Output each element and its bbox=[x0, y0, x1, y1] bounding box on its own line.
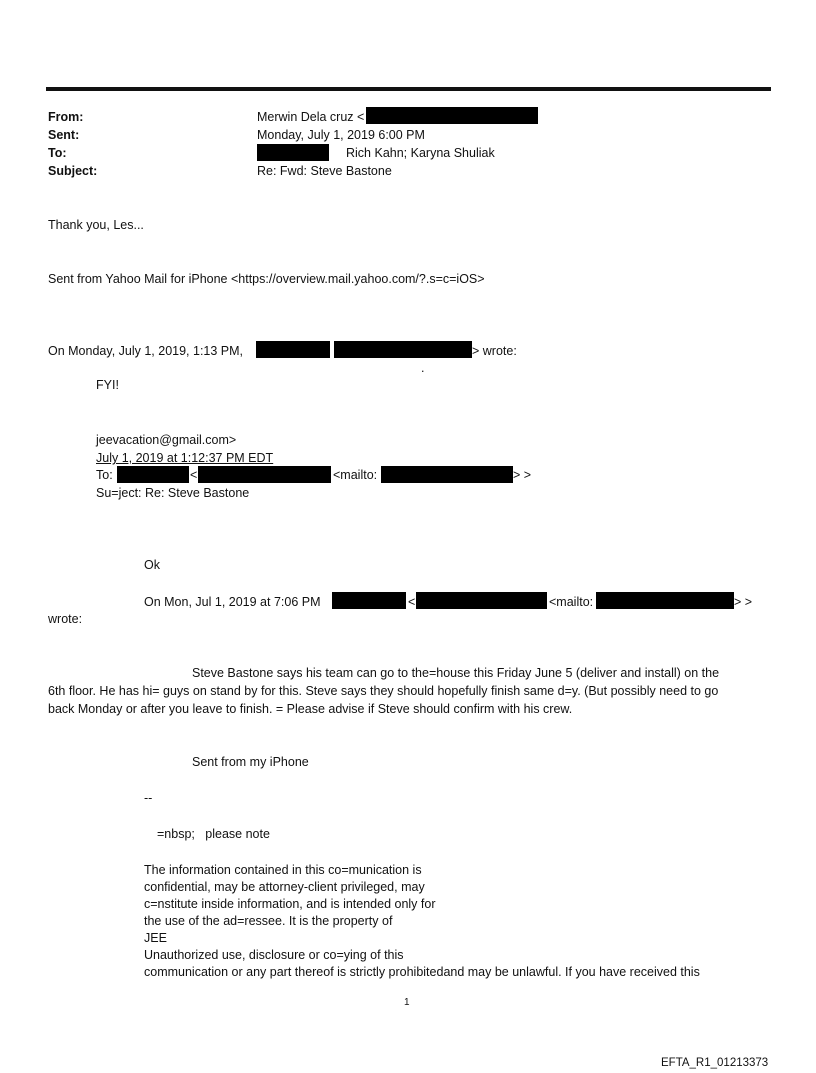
iphone-signature: Sent from my iPhone bbox=[192, 755, 309, 769]
to-value: Rich Kahn; Karyna Shuliak bbox=[346, 146, 495, 160]
paragraph-line-1: Steve Bastone says his team can go to the=house this Friday June 5 (deliver and install) on the bbox=[192, 666, 720, 680]
redaction-sender-name bbox=[256, 341, 330, 358]
fwd-email: jeevacation@gmail.com> bbox=[96, 433, 237, 447]
sent-value: Monday, July 1, 2019 6:00 PM bbox=[257, 128, 425, 142]
fwd-to-end: > > bbox=[513, 468, 532, 482]
on-mon-lt: < bbox=[408, 595, 416, 609]
document-id: EFTA_R1_01213373 bbox=[661, 1057, 769, 1069]
signature-dashes: -- bbox=[144, 791, 153, 805]
disclaimer-line: c=nstitute inside information, and is intended only for bbox=[144, 897, 436, 911]
paragraph-line-2: 6th floor. He has hi= guys on stand by for this. Steve says they should hopefully finish same d=y. (But possibly need to go bbox=[48, 684, 719, 698]
yahoo-signature: Sent from Yahoo Mail for iPhone <https://overview.mail.yahoo.com/?.s=c=iOS> bbox=[48, 272, 485, 286]
ok-line: Ok bbox=[144, 558, 160, 572]
disclaimer-line: JEE bbox=[144, 931, 167, 945]
redaction-on-mon-name bbox=[332, 592, 406, 609]
redaction-fwd-to-name bbox=[117, 466, 189, 483]
on-mon-mailto: <mailto: bbox=[549, 595, 594, 609]
redaction-fwd-to-email bbox=[198, 466, 331, 483]
redaction-to bbox=[257, 144, 329, 161]
on-mon-end: > > bbox=[734, 595, 753, 609]
fwd-to-lt: < bbox=[190, 468, 198, 482]
sent-label: Sent: bbox=[48, 128, 80, 142]
fwd-to-prefix: To: bbox=[96, 468, 113, 482]
from-value: Merwin Dela cruz < bbox=[257, 110, 365, 124]
subject-label: Subject: bbox=[48, 164, 98, 178]
page-number: 1 bbox=[404, 997, 410, 1008]
header-rule bbox=[46, 87, 771, 91]
on-monday-suffix: > wrote: bbox=[472, 344, 517, 358]
on-mon-prefix: On Mon, Jul 1, 2019 at 7:06 PM bbox=[144, 595, 321, 609]
wrote-line: wrote: bbox=[48, 612, 83, 626]
disclaimer-line: the use of the ad=ressee. It is the property of bbox=[144, 914, 393, 928]
disclaimer-line: communication or any part thereof is strictly prohibitedand may be unlawful. If you have received this bbox=[144, 965, 700, 979]
from-label: From: bbox=[48, 110, 84, 124]
redaction-fwd-to-mailto bbox=[381, 466, 513, 483]
disclaimer-line: The information contained in this co=munication is bbox=[144, 863, 422, 877]
disclaimer-line: Unauthorized use, disclosure or co=ying of this bbox=[144, 948, 404, 962]
fyi-line: FYI! bbox=[96, 378, 119, 392]
to-label: To: bbox=[48, 146, 67, 160]
fwd-subject: Su=ject: Re: Steve Bastone bbox=[96, 486, 250, 500]
redaction-on-mon-mailto bbox=[596, 592, 734, 609]
redaction-sender-email bbox=[334, 341, 472, 358]
disclaimer-line: confidential, may be attorney-client privileged, may bbox=[144, 880, 425, 894]
fwd-to-mailto: <mailto: bbox=[333, 468, 378, 482]
thanks-line: Thank you, Les... bbox=[48, 218, 144, 232]
stray-dot: . bbox=[421, 361, 425, 375]
redaction-from-email bbox=[366, 107, 538, 124]
redaction-on-mon-email bbox=[416, 592, 547, 609]
on-monday-prefix: On Monday, July 1, 2019, 1:13 PM, bbox=[48, 344, 244, 358]
please-note: =nbsp; please note bbox=[157, 827, 270, 841]
subject-value: Re: Fwd: Steve Bastone bbox=[257, 164, 392, 178]
paragraph-line-3: back Monday or after you leave to finish. = Please advise if Steve should confirm with his crew. bbox=[48, 702, 573, 716]
fwd-date: July 1, 2019 at 1:12:37 PM EDT bbox=[96, 451, 274, 465]
